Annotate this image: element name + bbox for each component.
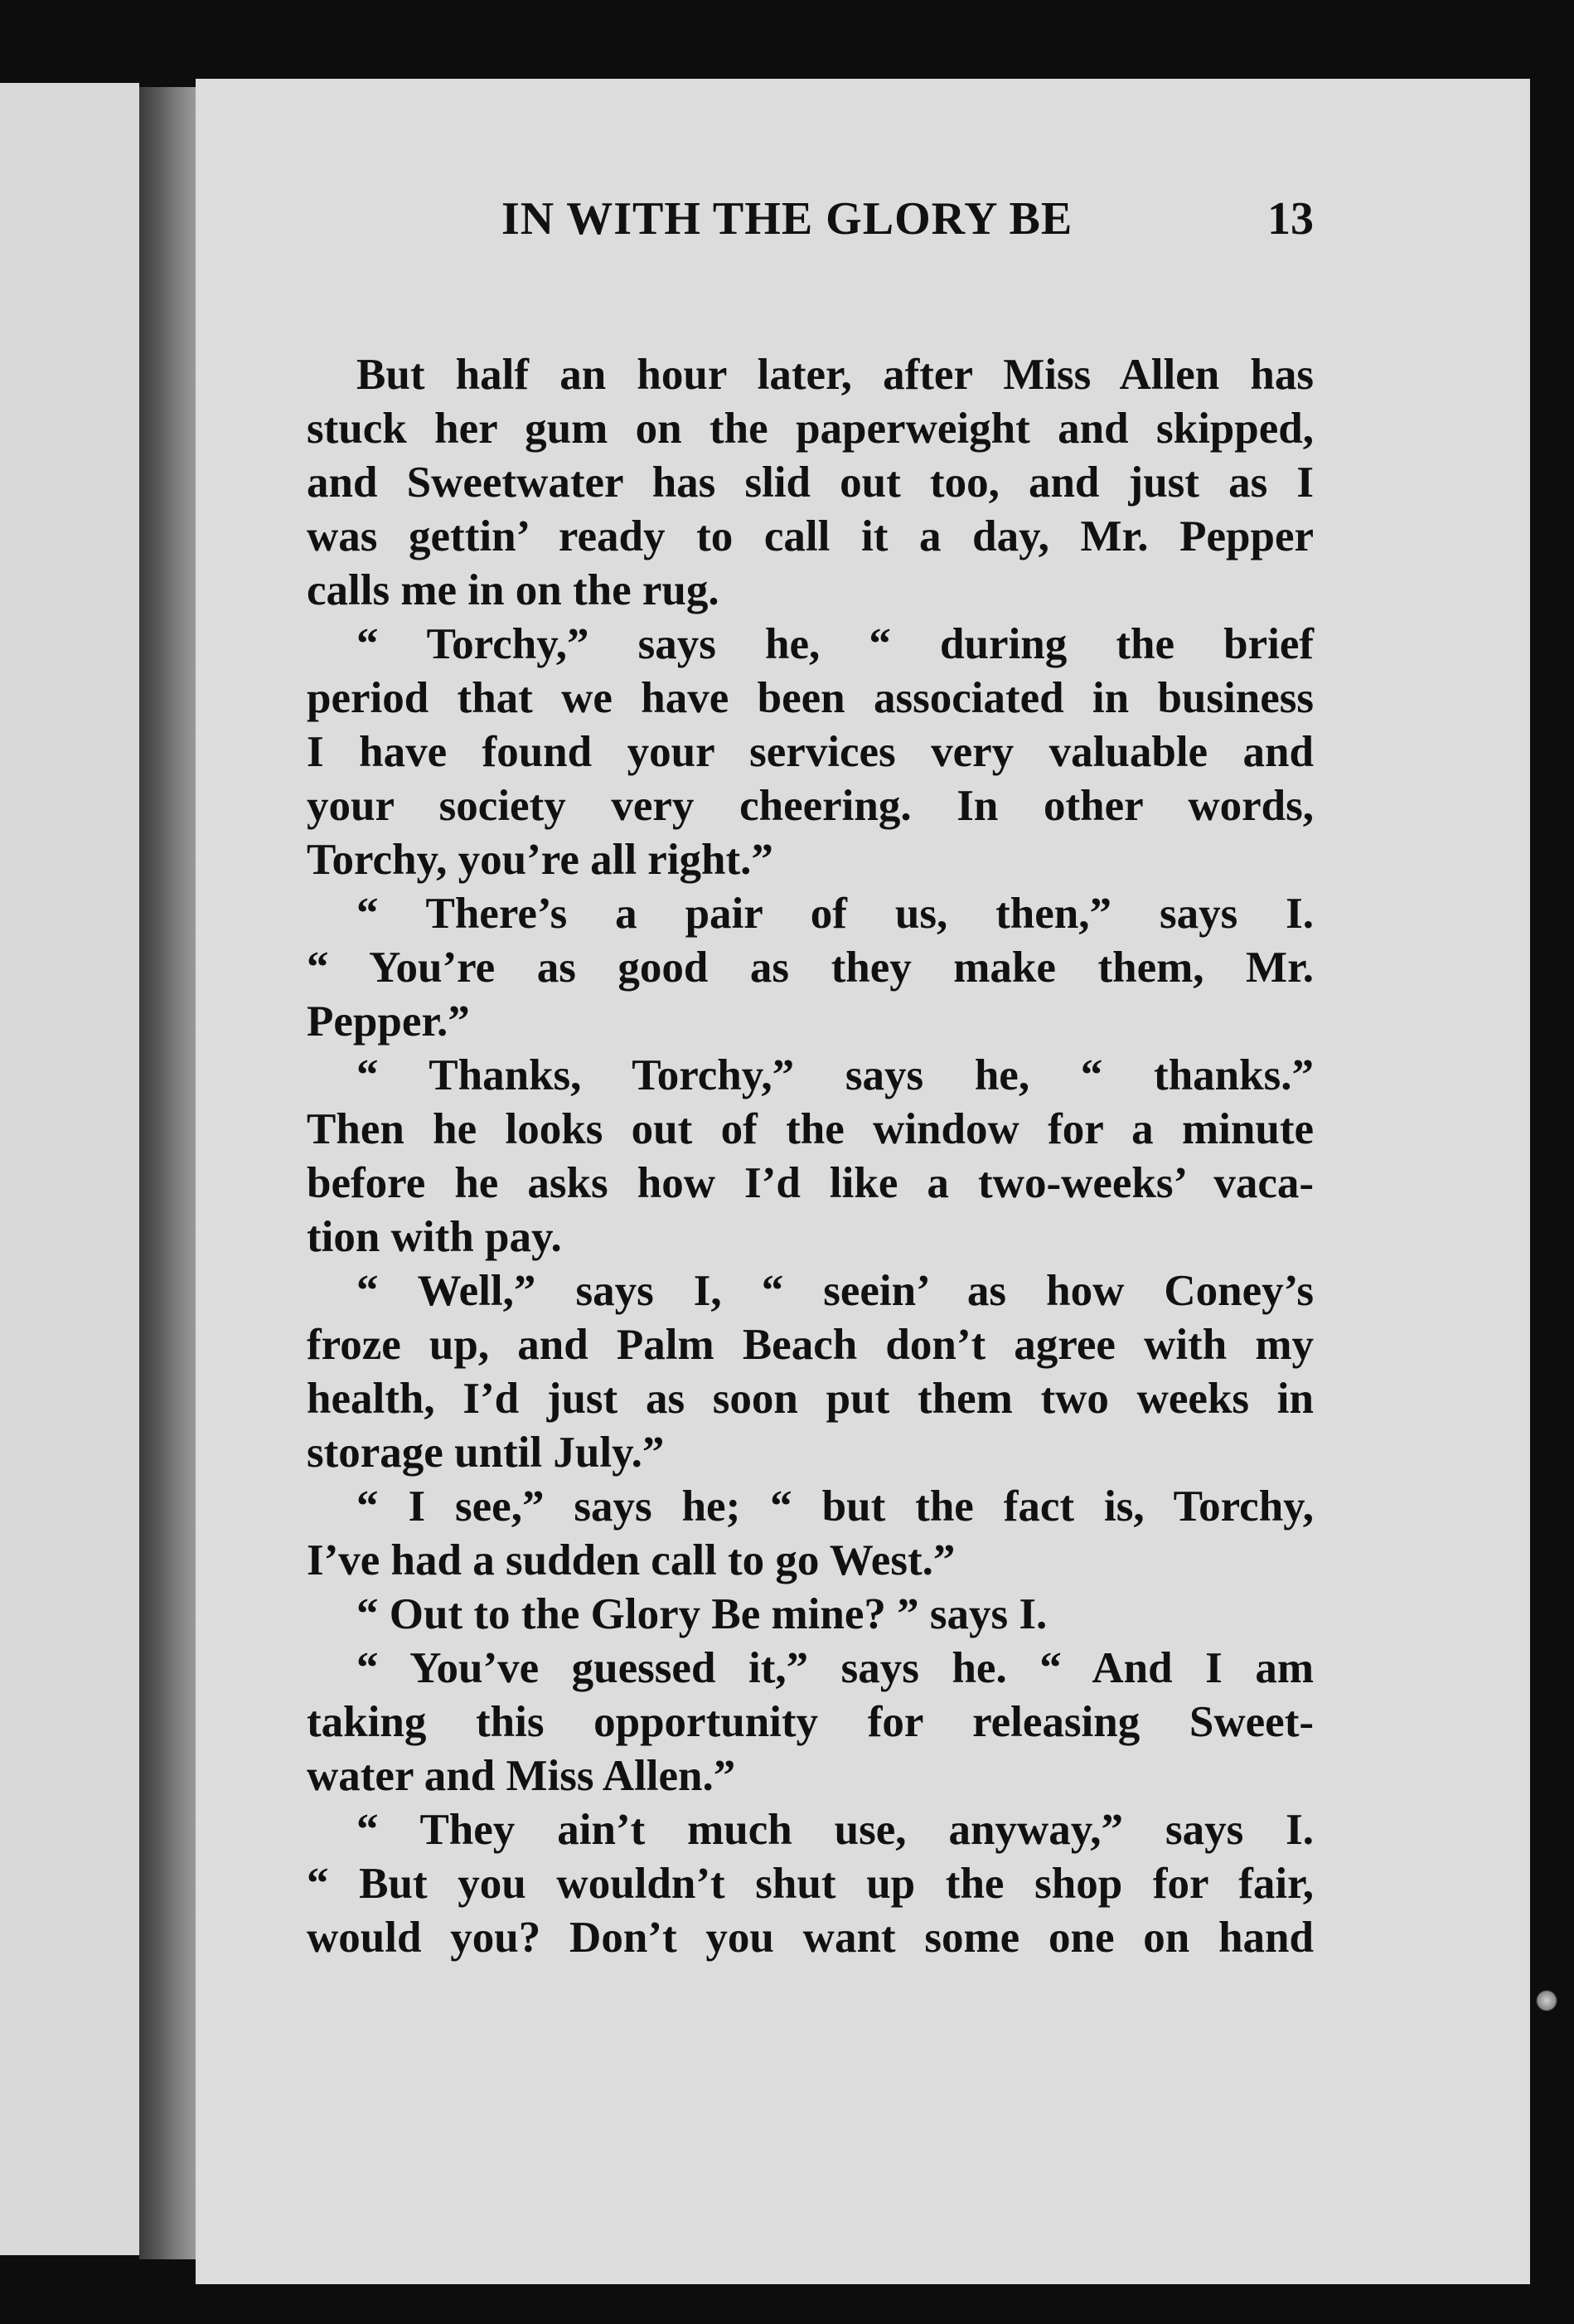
- text-line: “ I see,” says he; “ but the fact is, Torchy,: [356, 1482, 1314, 1531]
- text-line: I’ve had a sudden call to go West.”: [307, 1536, 956, 1584]
- text-line: Then he looks out of the window for a minute: [307, 1105, 1314, 1153]
- scan-speck: [1536, 1990, 1557, 2011]
- text-line: taking this opportunity for releasing Sweet-: [307, 1698, 1314, 1746]
- body-text: [307, 348, 1314, 1965]
- text-line: froze up, and Palm Beach don’t agree with my: [307, 1321, 1314, 1369]
- text-line: health, I’d just as soon put them two weeks in: [307, 1375, 1314, 1423]
- facing-page-edge: [0, 83, 139, 2255]
- text-line: Pepper.”: [307, 997, 470, 1046]
- text-line: “ They ain’t much use, anyway,” says I.: [356, 1806, 1314, 1854]
- text-line: But half an hour later, after Miss Allen has: [356, 351, 1314, 399]
- text-line: tion with pay.: [307, 1213, 562, 1261]
- text-line: Torchy, you’re all right.”: [307, 836, 773, 884]
- page-header: [307, 192, 1314, 267]
- text-line: storage until July.”: [307, 1429, 665, 1477]
- facing-page-text-fragments: [124, 1285, 141, 1948]
- book-gutter: [139, 87, 196, 2259]
- text-line: “ There’s a pair of us, then,” says I.: [356, 890, 1314, 938]
- text-line: “ Well,” says I, “ seein’ as how Coney’s: [356, 1267, 1314, 1315]
- text-line: calls me in on the rug.: [307, 566, 719, 614]
- text-line: “ You’ve guessed it,” says he. “ And I am: [356, 1644, 1314, 1692]
- text-line: your society very cheering. In other words,: [307, 782, 1314, 830]
- text-line: before he asks how I’d like a two-weeks’ vaca-: [307, 1159, 1314, 1207]
- text-line: and Sweetwater has slid out too, and just as I: [307, 458, 1314, 507]
- text-line: “ Torchy,” says he, “ during the brief: [356, 620, 1314, 668]
- text-line: would you? Don’t you want some one on hand: [307, 1914, 1314, 1962]
- text-line: stuck her gum on the paperweight and skipped,: [307, 405, 1314, 453]
- running-title: IN WITH THE GLORY BE: [501, 193, 1073, 245]
- page-number: 13: [1267, 193, 1314, 245]
- text-line: I have found your services very valuable and: [307, 728, 1314, 776]
- text-line: period that we have been associated in business: [307, 674, 1314, 722]
- text-line: “ But you wouldn’t shut up the shop for fair,: [307, 1860, 1314, 1908]
- text-line: “ Thanks, Torchy,” says he, “ thanks.”: [356, 1051, 1314, 1099]
- text-line: “ Out to the Glory Be mine? ” says I.: [356, 1590, 1048, 1638]
- text-line: “ You’re as good as they make them, Mr.: [307, 944, 1314, 992]
- text-line: was gettin’ ready to call it a day, Mr. Pepper: [307, 512, 1314, 560]
- text-line: water and Miss Allen.”: [307, 1752, 736, 1800]
